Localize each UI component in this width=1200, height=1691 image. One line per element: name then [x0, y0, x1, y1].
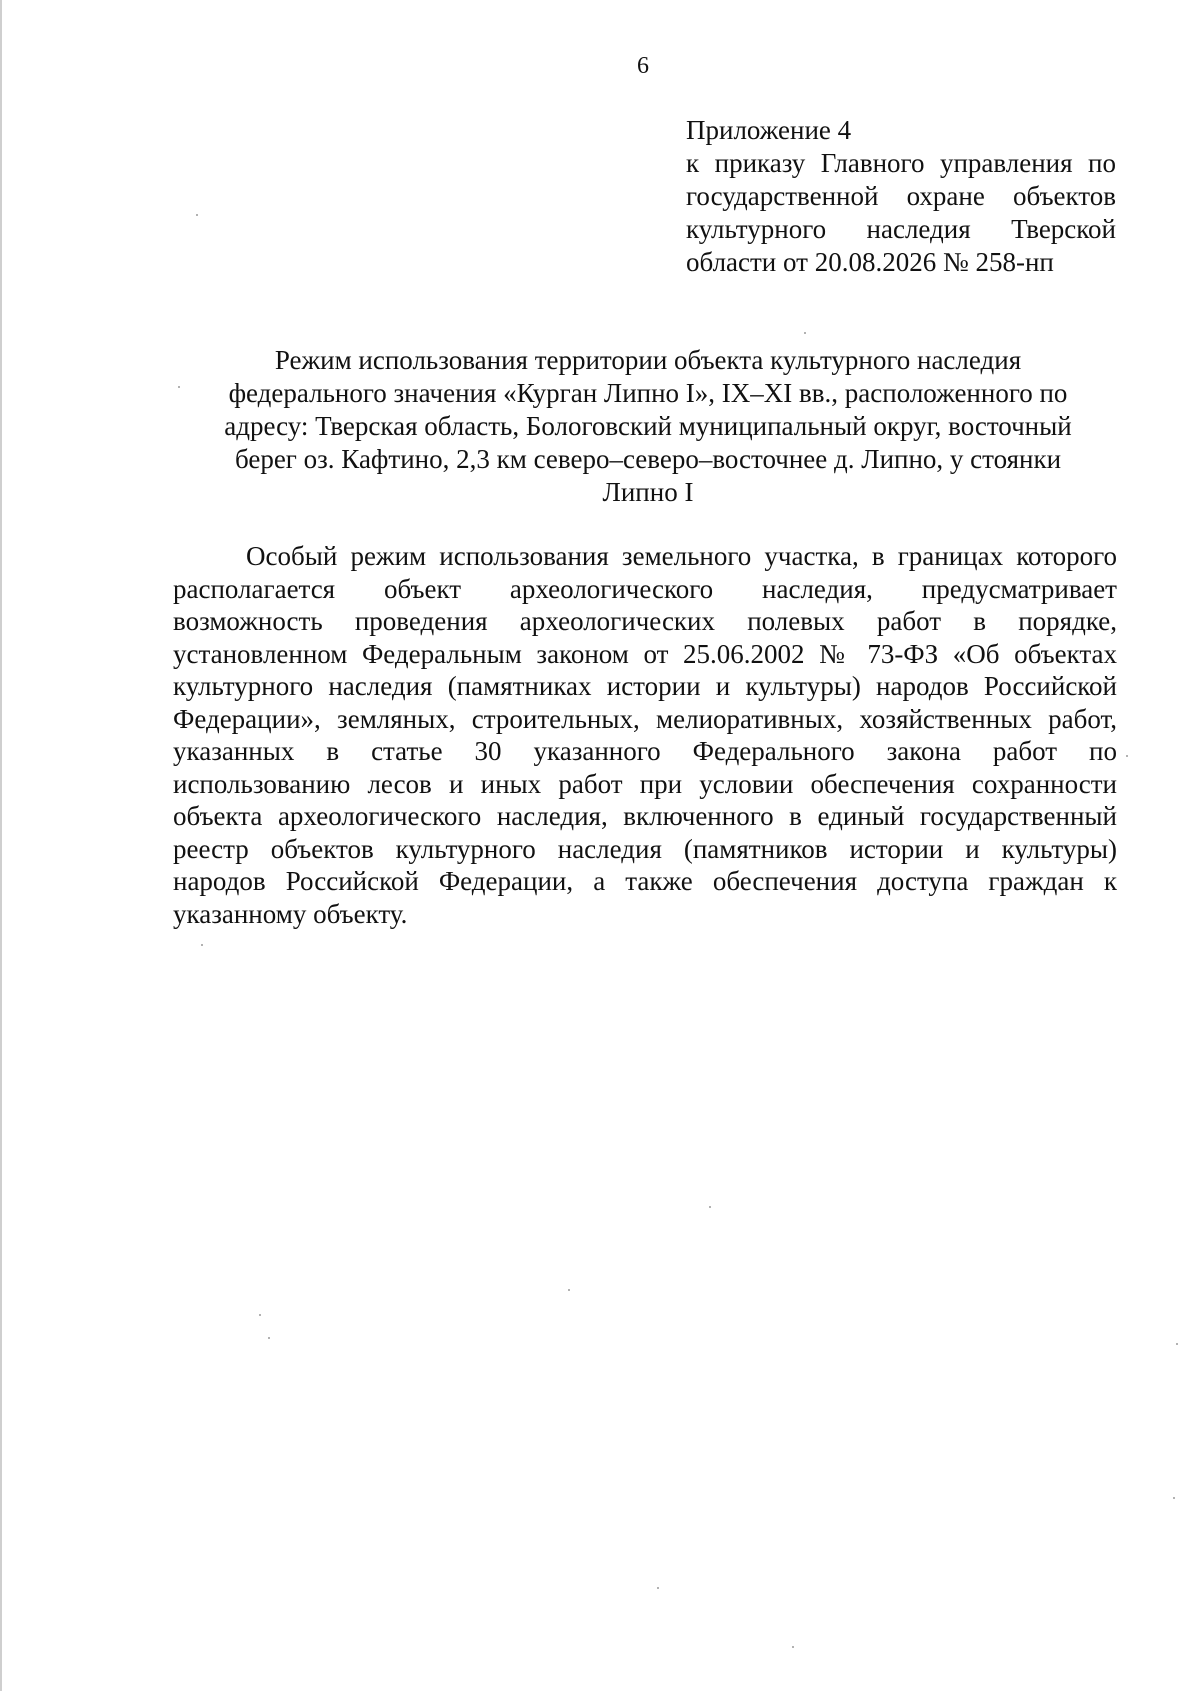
- body-line: народов Российской Федерации, а также обеспечения доступа граждан к: [173, 866, 1117, 896]
- title-line: федерального значения «Курган Липно I», IX–XI вв., расположенного по: [228, 378, 1068, 408]
- scan-speck: [268, 1337, 270, 1339]
- appendix-line: к приказу Главного управления по: [686, 148, 1116, 178]
- appendix-line: государственной охране объектов: [686, 181, 1116, 211]
- page-number: 6: [637, 53, 649, 79]
- body-line: Особый режим использования земельного участка, в границах которого: [246, 541, 1117, 571]
- title-line: адресу: Тверская область, Бологовский муниципальный округ, восточный: [224, 411, 1072, 441]
- scan-speck: [657, 1587, 659, 1589]
- title-line: берег оз. Кафтино, 2,3 км северо–северо–восточнее д. Липно, у стоянки: [234, 444, 1062, 474]
- appendix-line: Приложение 4: [686, 115, 852, 145]
- body-line: объекта археологического наследия, включенного в единый государственный: [173, 801, 1117, 831]
- body-line: реестр объектов культурного наследия (памятников истории и культуры): [173, 833, 1117, 864]
- scan-speck: [804, 332, 806, 334]
- body-line: установленном Федеральным законом от 25.06.2002 № 73-ФЗ «Об объектах: [173, 638, 1117, 669]
- scan-speck: [259, 1314, 261, 1316]
- scan-speck: [196, 214, 198, 216]
- document-title: [190, 344, 1106, 509]
- body-line: Федерации», земляных, строительных, мелиоративных, хозяйственных работ,: [173, 703, 1117, 734]
- scan-speck: [178, 386, 180, 388]
- scan-speck: [1173, 1497, 1175, 1499]
- scan-edge: [0, 0, 2, 1691]
- appendix-line: культурного наследия Тверской: [686, 214, 1116, 244]
- body-line: указанному объекту.: [173, 898, 408, 929]
- scan-speck: [1126, 755, 1128, 757]
- appendix-header: [686, 114, 1116, 279]
- body-line: указанных в статье 30 указанного Федерального закона работ по: [173, 736, 1117, 766]
- appendix-line: области от 20.08.2026 № 258-нп: [686, 247, 1054, 277]
- title-line: Режим использования территории объекта культурного наследия: [274, 345, 1022, 375]
- scan-speck: [568, 1289, 570, 1291]
- scan-speck: [201, 944, 203, 946]
- body-line: возможность проведения археологических полевых работ в порядке,: [173, 606, 1117, 636]
- title-line: Липно I: [602, 477, 694, 507]
- body-paragraph: [173, 540, 1117, 930]
- body-line: располагается объект археологического наследия, предусматривает: [173, 573, 1117, 604]
- scan-speck: [792, 1646, 794, 1648]
- body-line: культурного наследия (памятниках истории и культуры) народов Российской: [173, 671, 1117, 701]
- body-line: использованию лесов и иных работ при условии обеспечения сохранности: [173, 768, 1117, 799]
- scan-speck: [709, 1206, 711, 1208]
- scan-speck: [1176, 1343, 1178, 1345]
